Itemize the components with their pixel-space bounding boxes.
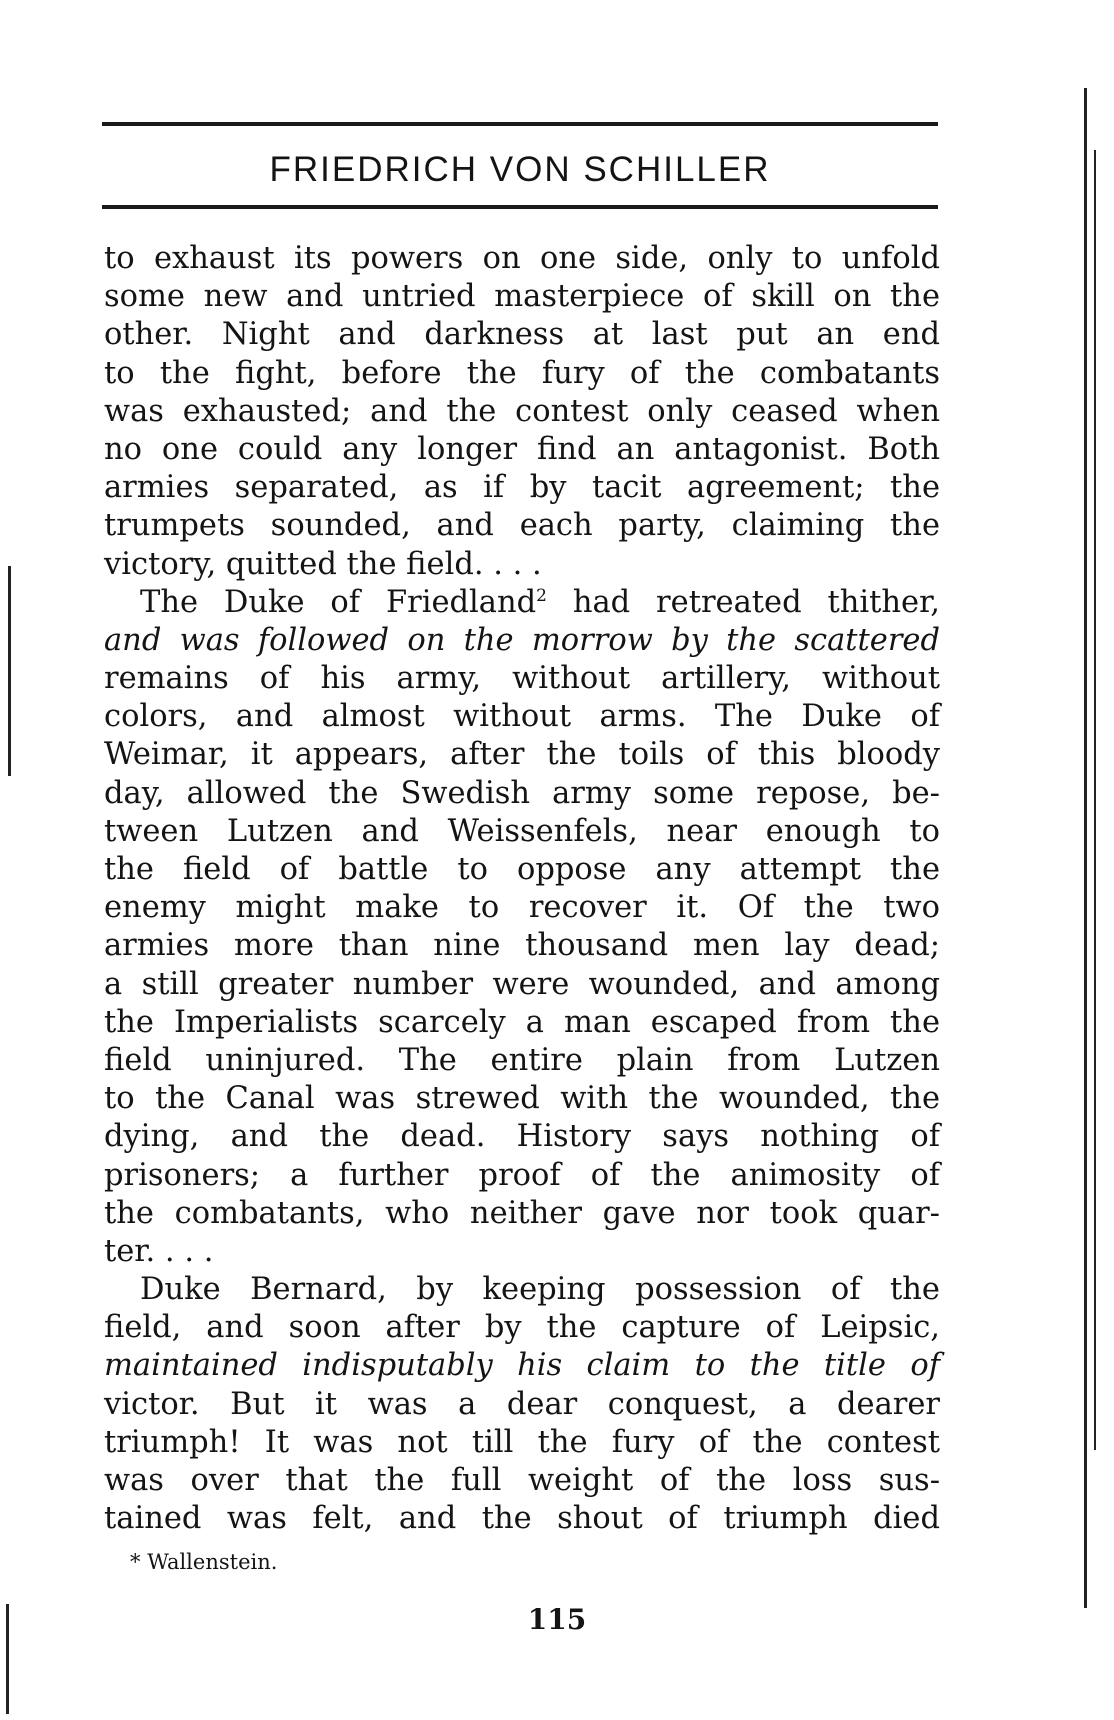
text-line: day, allowed the Swedish army some repose, be- [104, 775, 940, 811]
text-line: Weimar, it appears, after the toils of this bloody [104, 737, 940, 773]
page-number: 115 [527, 1603, 587, 1636]
text-line: ter. . . . [104, 1233, 214, 1269]
text-fragment: The Duke of Friedland [140, 584, 537, 620]
text-line: remains of his army, without artillery, without [104, 661, 940, 697]
text-line: was over that the full weight of the loss sus- [104, 1463, 940, 1498]
text-line: to the Canal was strewed with the wounded, the [104, 1081, 940, 1117]
text-line: the combatants, who neither gave nor took quar- [104, 1195, 940, 1231]
footnote-text: Wallenstein. [147, 1550, 278, 1574]
text-line: was exhausted; and the contest only ceased when [104, 393, 940, 429]
text-line: some new and untried masterpiece of skill on the [104, 279, 940, 315]
text-line: a still greater number were wounded, and among [104, 966, 940, 1002]
text-line: the field of battle to oppose any attempt the [104, 852, 940, 887]
header-rule-top [102, 122, 938, 126]
text-line: armies separated, as if by tacit agreement; the [104, 470, 940, 506]
scan-edge-mark [1094, 150, 1096, 1450]
text-line: no one could any longer find an antagonist. Both [104, 431, 940, 467]
header-rule-bottom [102, 205, 938, 209]
text-line: maintained indisputably his claim to the title of [104, 1348, 940, 1384]
text-line: Duke Bernard, by keeping possession of the [140, 1272, 940, 1308]
text-line: victory, quitted the field. . . . [104, 546, 542, 582]
footnote [130, 1548, 277, 1576]
running-title: FRIEDRICH VON SCHILLER [269, 150, 771, 189]
text-line: colors, and almost without arms. The Duke of [104, 699, 940, 735]
text-line: to exhaust its powers on one side, only to unfold [104, 241, 940, 276]
text-line: field, and soon after by the capture of Leipsic, [104, 1310, 940, 1346]
scan-edge-mark [6, 1604, 9, 1714]
text-line: tween Lutzen and Weissenfels, near enough to [104, 813, 940, 849]
text-line: armies more than nine thousand men lay dead; [104, 928, 940, 964]
text-line: field uninjured. The entire plain from Lutzen [104, 1042, 940, 1078]
text-line: to the fight, before the fury of the combatants [104, 355, 940, 391]
text-line: the Imperialists scarcely a man escaped from the [104, 1004, 940, 1040]
text-line: victor. But it was a dear conquest, a dearer [104, 1386, 940, 1422]
scan-edge-mark [1084, 88, 1087, 1608]
text-line [104, 584, 940, 622]
text-line: and was followed on the morrow by the scattered [104, 622, 940, 658]
text-line: dying, and the dead. History says nothing of [104, 1119, 940, 1155]
text-fragment: had retreated thither, [546, 584, 940, 620]
text-line: trumpets sounded, and each party, claiming the [104, 508, 940, 544]
body-text [104, 240, 940, 1538]
text-line: triumph! It was not till the fury of the contest [104, 1424, 940, 1460]
text-line: tained was felt, and the shout of triumph died [104, 1501, 940, 1537]
footnote-reference: 2 [536, 585, 547, 606]
text-line: other. Night and darkness at last put an end [104, 317, 940, 353]
text-line: enemy might make to recover it. Of the two [104, 890, 940, 926]
text-line: prisoners; a further proof of the animosity of [104, 1157, 940, 1193]
scan-edge-mark [8, 566, 11, 776]
footnote-marker: * [130, 1550, 141, 1574]
